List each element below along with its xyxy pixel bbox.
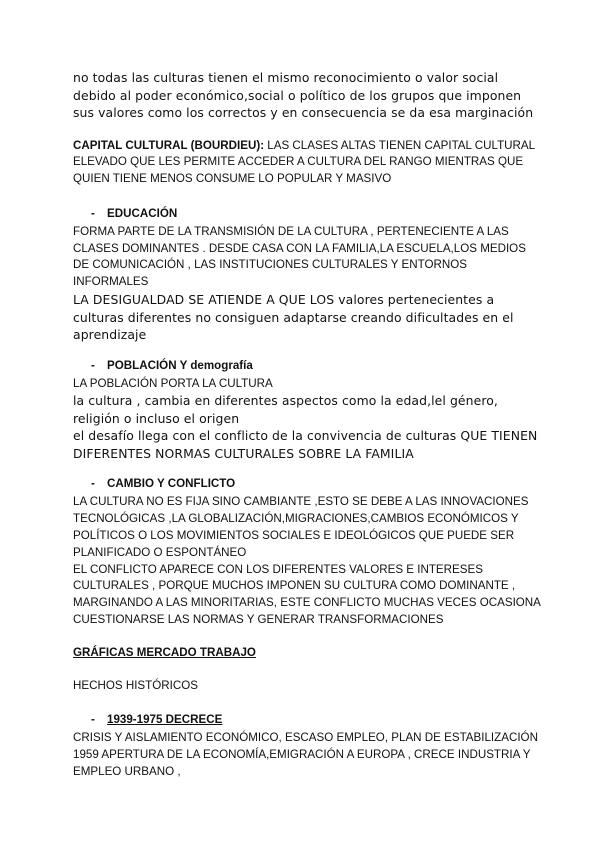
- poblacion-line-1: LA POBLACIÓN PORTA LA CULTURA: [73, 376, 273, 390]
- hechos-label: HECHOS HISTÓRICOS: [73, 678, 198, 692]
- periodo-heading: [73, 710, 543, 730]
- intro-paragraph: no todas las culturas tienen el mismo reconocimiento o valor social debido al poder económico,social o político de los grupos que imponen sus valores como los correctos y en consecuencia se da esa marginación: [73, 70, 534, 120]
- educacion-paragraph: FORMA PARTE DE LA TRANSMISIÓN DE LA CULTURA , PERTENECIENTE A LAS CLASES DOMINANTES . DESDE CASA CON LA FAMILIA,LA ESCUELA,LOS MEDIOS DE COMUNICACIÓN , LAS INSTITUCIONES CULTURALES Y ENTORNOS INFORMALES: [73, 224, 526, 289]
- capital-cultural-label: CAPITAL CULTURAL (BOURDIEU):: [73, 138, 265, 152]
- poblacion-line-3: el desafío llega con el conflicto de la convivencia de culturas QUE TIENEN DIFERENTES NORMAS CULTURALES SOBRE LA FAMILIA: [73, 428, 538, 461]
- educacion-paragraph-2: LA DESIGUALDAD SE ATIENDE A QUE LOS valores pertenecientes a culturas diferentes no consiguen adaptarse creando dificultades en el aprendizaje: [73, 292, 514, 343]
- bullet-dash: -: [91, 206, 95, 220]
- graficas-heading: GRÁFICAS MERCADO TRABAJO: [73, 645, 256, 659]
- bullet-dash: -: [91, 358, 95, 372]
- cambio-heading-text: CAMBIO Y CONFLICTO: [107, 477, 236, 491]
- periodo-heading-text: 1939-1975 DECRECE: [107, 713, 223, 727]
- bullet-dash: -: [91, 477, 95, 491]
- educacion-heading-text: EDUCACIÓN: [107, 206, 178, 220]
- capital-cultural-text: LAS CLASES ALTAS TIENEN CAPITAL CULTURAL ELEVADO QUE LES PERMITE ACCEDER A CULTURA DEL RANGO MIENTRAS QUE QUIEN TIENE MENOS CONSUME LO POPULAR Y MASIVO: [73, 138, 535, 186]
- poblacion-heading: [73, 356, 543, 376]
- cambio-paragraph: LA CULTURA NO ES FIJA SINO CAMBIANTE ,ESTO SE DEBE A LAS INNOVACIONES TECNOLÓGICAS ,LA GLOBALIZACIÓN,MIGRACIONES,CAMBIOS ECONÓMICOS Y POLÍTICOS O LOS MOVIMIENTOS SOCIALES E IDEOLÓGICOS QUE PUEDE SER PLANIFICADO O ESPONTÁNEO: [73, 495, 529, 559]
- cambio-paragraph-2: EL CONFLICTO APARECE CON LOS DIFERENTES VALORES E INTERESES CULTURALES , PORQUE MUCHOS IMPONEN SU CULTURA COMO DOMINANTE , MARGINANDO A LAS MINORITARIAS, ESTE CONFLICTO MUCHAS VECES OCASIONA CUESTIONARSE LAS NORMAS Y GENERAR TRANSFORMACIONES: [73, 562, 541, 626]
- poblacion-heading-text: POBLACIÓN Y demografía: [107, 358, 253, 372]
- capital-cultural-paragraph: [73, 138, 543, 188]
- educacion-heading: [73, 204, 543, 224]
- cambio-heading: [73, 474, 543, 494]
- periodo-paragraph: CRISIS Y AISLAMIENTO ECONÓMICO, ESCASO EMPLEO, PLAN DE ESTABILIZACIÓN 1959 APERTURA DE LA ECONOMÍA,EMIGRACIÓN A EUROPA , CRECE INDUSTRIA Y EMPLEO URBANO ,: [73, 731, 538, 778]
- poblacion-line-2: la cultura , cambia en diferentes aspectos como la edad,lel género, religión o incluso el origen: [73, 393, 498, 426]
- bullet-dash: -: [91, 713, 95, 727]
- document-body: [73, 69, 543, 781]
